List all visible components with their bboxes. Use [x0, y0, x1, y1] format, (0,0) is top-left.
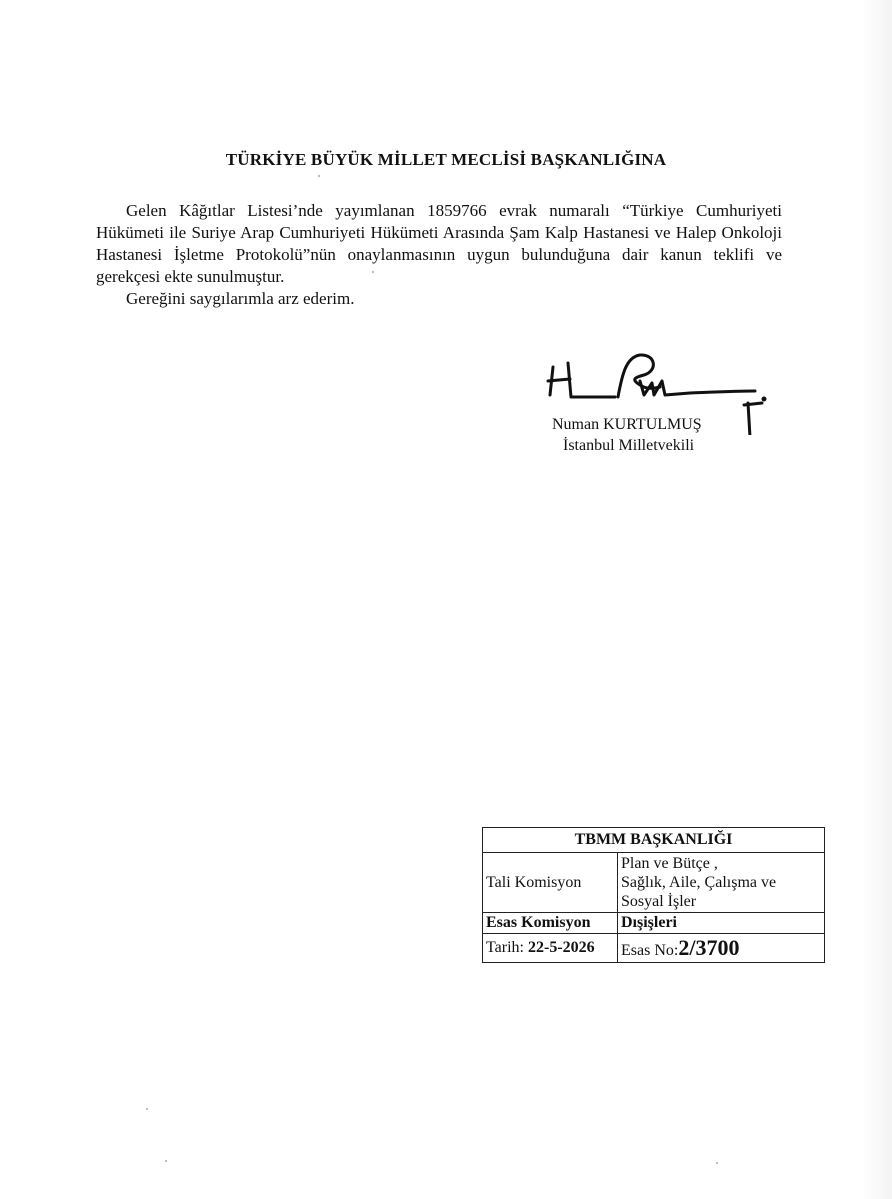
esas-komisyon-value: Dışişleri: [618, 913, 825, 934]
tarih-value: 22-5-2026: [527, 939, 595, 956]
body-paragraph-1: Gelen Kâğıtlar Listesi’nde yayımlanan 1859766 evrak numaralı “Türkiye Cumhuriyeti Hükümeti ile Suriye Arap Cumhuriyeti Hükümeti Arasında Şam Kalp Hastanesi ve Halep Onkoloji Hastanesi İşletme Protokolü”nün onaylanmasının uygun bulunduğuna dair kanun teklifi ve gerekçesi ekte sunulmuştur.: [96, 201, 782, 286]
signer-name: Numan KURTULMUŞ: [552, 416, 702, 433]
scan-speck: [146, 1108, 148, 1110]
esas-no-value: 2/3700: [678, 935, 740, 960]
scan-speck: [716, 1162, 718, 1164]
scan-speck: [372, 271, 374, 273]
tarih-label: Tarih:: [486, 939, 524, 956]
document-heading: TÜRKİYE BÜYÜK MİLLET MECLİSİ BAŞKANLIĞINA: [225, 150, 667, 169]
registry-stamp-table: [482, 827, 825, 963]
scan-speck: [165, 1160, 167, 1162]
body-paragraph-2: Gereğini saygılarımla arz ederim.: [126, 289, 355, 308]
esas-no-label: Esas No:: [621, 942, 679, 959]
esas-komisyon-label: Esas Komisyon: [483, 913, 618, 934]
document-body: [96, 200, 782, 310]
signer-block: [552, 414, 702, 456]
tali-line-3: Sosyal İşler: [621, 893, 697, 910]
esas-no-cell: [618, 934, 825, 963]
tarih-cell: [483, 934, 618, 963]
stamp-header: TBMM BAŞKANLIĞI: [483, 828, 825, 853]
scan-edge-shadow: [862, 0, 892, 1199]
tali-line-1: Plan ve Bütçe ,: [621, 855, 718, 872]
scan-speck: [318, 175, 320, 177]
tali-komisyon-value: [618, 853, 825, 913]
tali-line-2: Sağlık, Aile, Çalışma ve: [621, 874, 777, 891]
tali-komisyon-label: Tali Komisyon: [483, 853, 618, 913]
signer-title: İstanbul Milletvekili: [563, 437, 695, 454]
